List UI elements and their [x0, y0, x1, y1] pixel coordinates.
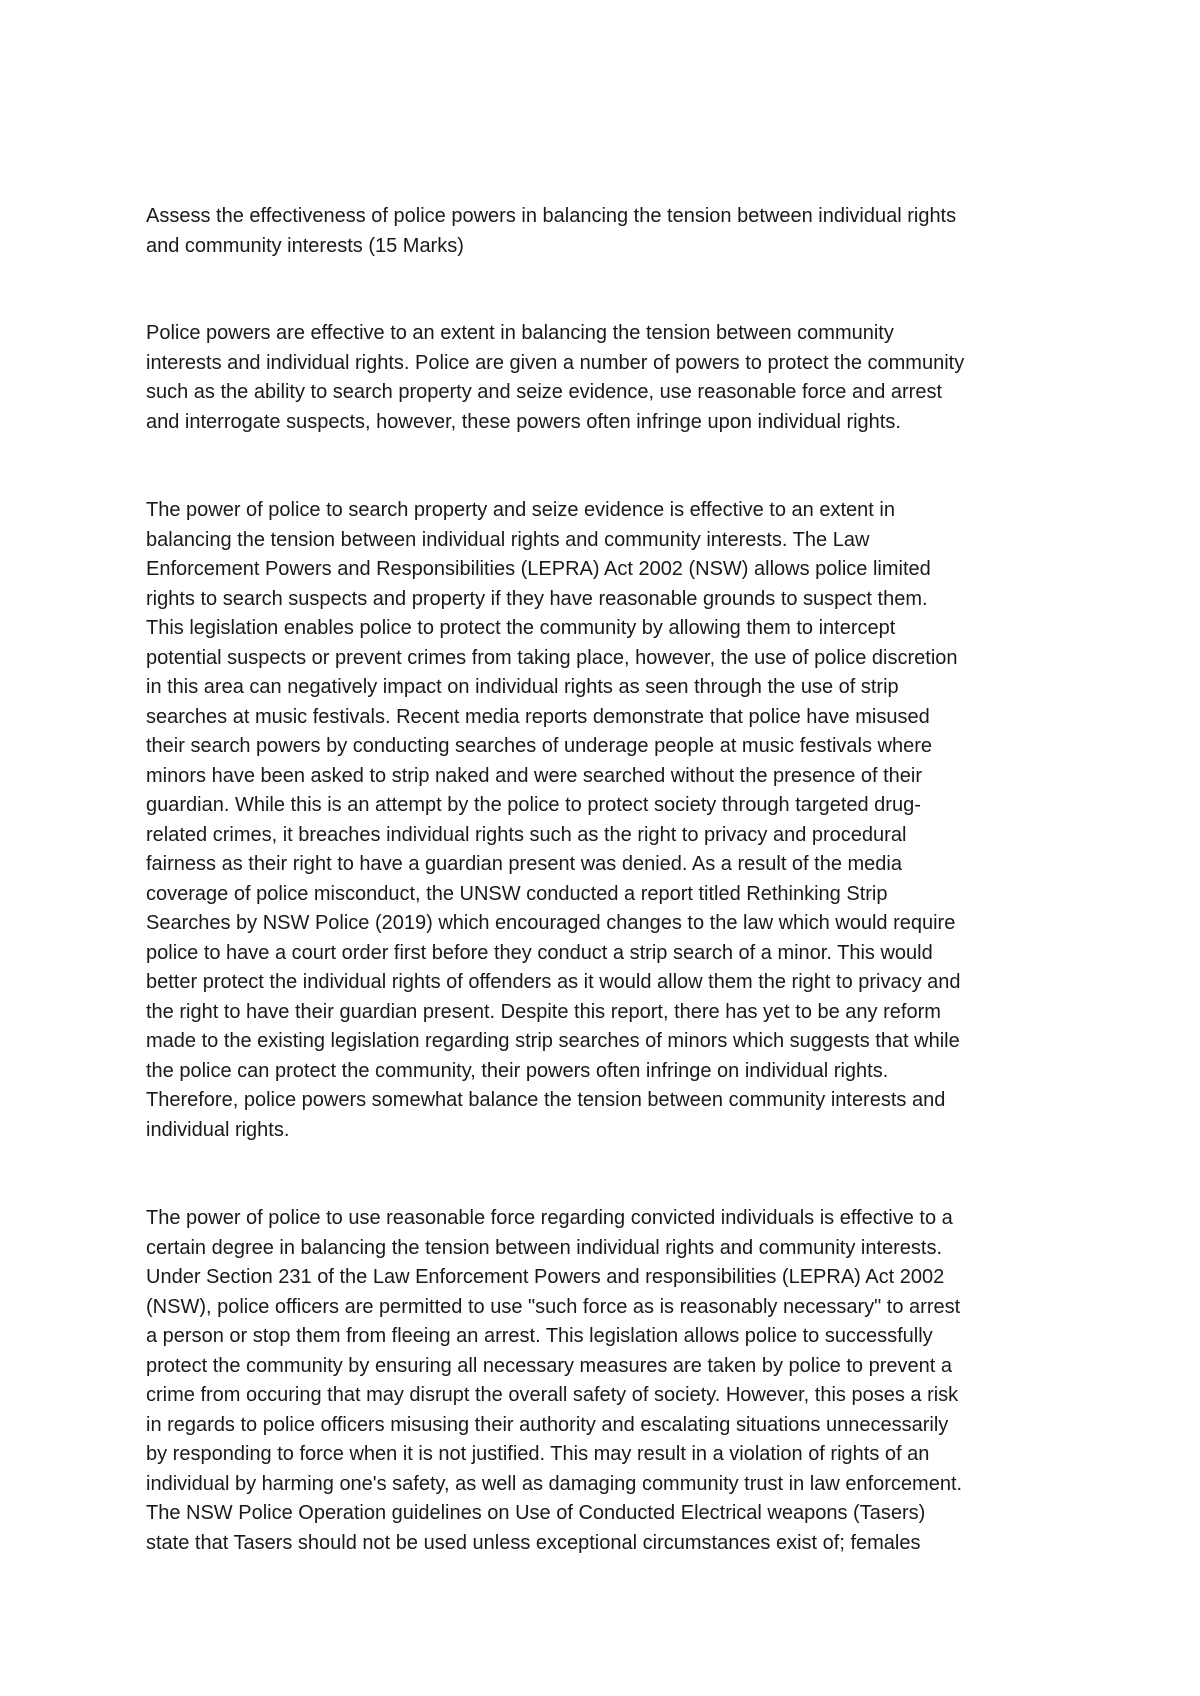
paragraph-line: (NSW), police officers are permitted to use "such force as is reasonably necessary" to arrest: [146, 1295, 961, 1318]
paragraph-line: related crimes, it breaches individual rights such as the right to privacy and procedural: [146, 823, 907, 846]
paragraph-line: The power of police to search property and seize evidence is effective to an extent in: [146, 499, 895, 521]
paragraph-line: the right to have their guardian present. Despite this report, there has yet to be any reform: [146, 1000, 941, 1023]
paragraph-line: Enforcement Powers and Responsibilities (LEPRA) Act 2002 (NSW) allows police limited: [146, 558, 931, 580]
paragraph-reasonable-force: [146, 1204, 1066, 1558]
paragraph-line: individual rights.: [146, 1118, 290, 1141]
paragraph-line: rights to search suspects and property if they have reasonable grounds to suspect them.: [146, 587, 928, 610]
paragraph-line: The NSW Police Operation guidelines on Use of Conducted Electrical weapons (Tasers): [146, 1502, 926, 1524]
question-line: and community interests (15 Marks): [146, 234, 464, 257]
paragraph-line: made to the existing legislation regarding strip searches of minors which suggests that while: [146, 1030, 960, 1052]
paragraph-line: a person or stop them from fleeing an arrest. This legislation allows police to successfully: [146, 1325, 933, 1347]
paragraph-line: and interrogate suspects, however, these powers often infringe upon individual rights.: [146, 410, 901, 433]
paragraph-line: state that Tasers should not be used unless exceptional circumstances exist of; females: [146, 1531, 921, 1554]
paragraph-line: Police powers are effective to an extent in balancing the tension between community: [146, 322, 894, 344]
paragraph-line: the police can protect the community, their powers often infringe on individual rights.: [146, 1059, 889, 1082]
paragraph-intro: [146, 319, 1066, 437]
paragraph-line: police to have a court order first before they conduct a strip search of a minor. This would: [146, 941, 933, 964]
paragraph-line: This legislation enables police to protect the community by allowing them to intercept: [146, 617, 896, 639]
paragraph-line: fairness as their right to have a guardian present was denied. As a result of the media: [146, 853, 902, 875]
paragraph-line: individual by harming one's safety, as well as damaging community trust in law enforcement.: [146, 1472, 963, 1495]
paragraph-line: Searches by NSW Police (2019) which encouraged changes to the law which would require: [146, 912, 956, 934]
document-page: [146, 202, 1066, 1558]
paragraph-line: by responding to force when it is not justified. This may result in a violation of rights of an: [146, 1443, 930, 1465]
paragraph-line: potential suspects or prevent crimes from taking place, however, the use of police discretion: [146, 646, 958, 669]
paragraph-line: interests and individual rights. Police are given a number of powers to protect the community: [146, 351, 965, 374]
paragraph-line: in regards to police officers misusing their authority and escalating situations unnecessarily: [146, 1413, 949, 1436]
paragraph-line: guardian. While this is an attempt by the police to protect society through targeted drug-: [146, 794, 921, 816]
paragraph-line: better protect the individual rights of offenders as it would allow them the right to privacy and: [146, 971, 961, 993]
paragraph-line: coverage of police misconduct, the UNSW conducted a report titled Rethinking Strip: [146, 882, 888, 905]
paragraph-line: Therefore, police powers somewhat balance the tension between community interests and: [146, 1089, 946, 1111]
paragraph-line: certain degree in balancing the tension between individual rights and community interests.: [146, 1236, 943, 1259]
question-heading: [146, 202, 1066, 261]
paragraph-line: Under Section 231 of the Law Enforcement Powers and responsibilities (LEPRA) Act 2002: [146, 1266, 945, 1288]
paragraph-line: their search powers by conducting searches of underage people at music festivals where: [146, 735, 932, 757]
paragraph-line: The power of police to use reasonable force regarding convicted individuals is effective to a: [146, 1207, 953, 1229]
paragraph-line: minors have been asked to strip naked and were searched without the presence of their: [146, 764, 923, 787]
paragraph-search-powers: [146, 496, 1066, 1145]
paragraph-line: in this area can negatively impact on individual rights as seen through the use of strip: [146, 676, 899, 698]
paragraph-line: balancing the tension between individual rights and community interests. The Law: [146, 528, 870, 551]
paragraph-line: searches at music festivals. Recent media reports demonstrate that police have misused: [146, 705, 930, 728]
paragraph-line: crime from occuring that may disrupt the overall safety of society. However, this poses a risk: [146, 1384, 959, 1406]
question-line: Assess the effectiveness of police powers in balancing the tension between individual rights: [146, 205, 957, 227]
paragraph-line: such as the ability to search property and seize evidence, use reasonable force and arrest: [146, 381, 943, 403]
paragraph-line: protect the community by ensuring all necessary measures are taken by police to prevent a: [146, 1354, 952, 1377]
